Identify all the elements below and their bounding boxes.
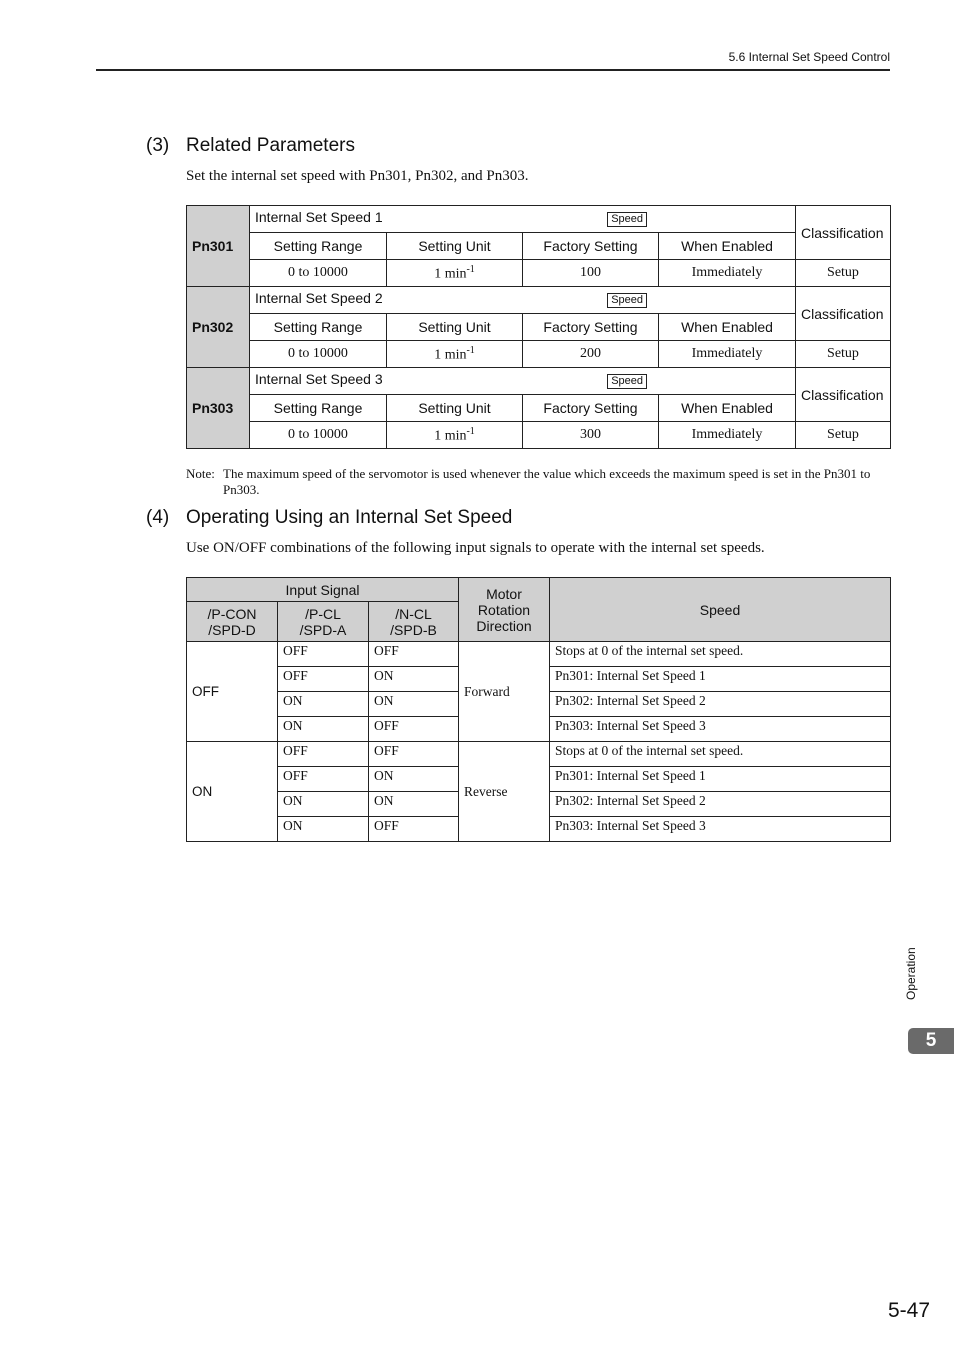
factory-setting-header: Factory Setting: [523, 314, 659, 341]
when-enabled-value: Immediately: [659, 422, 796, 449]
factory-setting-value: 300: [523, 422, 659, 449]
classification-header: Classification: [796, 206, 891, 260]
speed-value: Stops at 0 of the internal set speed.: [550, 742, 891, 767]
setting-range-value: 0 to 10000: [250, 260, 387, 287]
param-row-values: [187, 341, 891, 368]
chapter-tab: 5: [908, 1028, 954, 1054]
section-3-title: Related Parameters: [186, 135, 355, 156]
setting-unit-header: Setting Unit: [387, 395, 523, 422]
setting-range-header: Setting Range: [250, 395, 387, 422]
ncl-state: ON: [369, 767, 459, 792]
pcon-state: OFF: [187, 642, 278, 742]
param-row-title: [187, 206, 891, 233]
ncl-header: /N-CL /SPD-B: [369, 602, 459, 642]
side-chapter-label: Operation: [904, 947, 918, 1000]
factory-setting-value: 100: [523, 260, 659, 287]
setting-range-header: Setting Range: [250, 233, 387, 260]
param-id: Pn301: [187, 206, 250, 287]
input-signal-table: [186, 577, 891, 842]
when-enabled-value: Immediately: [659, 341, 796, 368]
pcl-state: ON: [278, 792, 369, 817]
when-enabled-value: Immediately: [659, 260, 796, 287]
pcl-state: ON: [278, 817, 369, 842]
speed-badge: Speed: [607, 374, 647, 389]
classification-header: Classification: [796, 368, 891, 422]
pcl-state: OFF: [278, 642, 369, 667]
param-row-headers: [187, 314, 891, 341]
parameter-table: [186, 205, 891, 449]
param-row-values: [187, 260, 891, 287]
section-3-number: (3): [146, 135, 170, 156]
param-name-cell: [250, 287, 796, 314]
section-4-title: Operating Using an Internal Set Speed: [186, 507, 513, 528]
speed-value: Pn303: Internal Set Speed 3: [550, 717, 891, 742]
note-text: The maximum speed of the servomotor is used whenever the value which exceeds the maximum speed is set in the Pn301 to Pn303.: [223, 466, 871, 497]
setting-unit-header: Setting Unit: [387, 314, 523, 341]
pcl-state: OFF: [278, 742, 369, 767]
speed-value: Pn303: Internal Set Speed 3: [550, 817, 891, 842]
ncl-state: OFF: [369, 742, 459, 767]
section-4-number: (4): [146, 507, 170, 528]
signal-row: [187, 742, 891, 767]
setting-unit-value: 1 $\min^{-1}$: [387, 341, 523, 368]
factory-setting-value: 200: [523, 341, 659, 368]
speed-value: Pn301: Internal Set Speed 1: [550, 667, 891, 692]
param-row-values: [187, 422, 891, 449]
classification-value: Setup: [796, 260, 891, 287]
param-name: Internal Set Speed 3: [255, 371, 383, 387]
speed-badge: Speed: [607, 212, 647, 227]
pcl-header: /P-CL /SPD-A: [278, 602, 369, 642]
speed-badge: Speed: [607, 293, 647, 308]
setting-unit-value: 1 $\min^{-1}$: [387, 422, 523, 449]
page-number: 5-47: [887, 1299, 930, 1322]
ncl-state: ON: [369, 792, 459, 817]
factory-setting-header: Factory Setting: [523, 233, 659, 260]
motor-direction-header: Motor Rotation Direction: [459, 578, 550, 642]
classification-header: Classification: [796, 287, 891, 341]
running-header: 5.6 Internal Set Speed Control: [728, 50, 890, 64]
ncl-state: OFF: [369, 717, 459, 742]
param-name: Internal Set Speed 1: [255, 209, 383, 225]
speed-value: Pn302: Internal Set Speed 2: [550, 692, 891, 717]
setting-range-header: Setting Range: [250, 314, 387, 341]
section-3-heading: [146, 135, 355, 157]
pcl-state: OFF: [278, 667, 369, 692]
rotation-direction: Forward: [459, 642, 550, 742]
pcl-state: ON: [278, 717, 369, 742]
signal-row: [187, 642, 891, 667]
pcon-header: /P-CON /SPD-D: [187, 602, 278, 642]
setting-range-value: 0 to 10000: [250, 422, 387, 449]
ncl-state: ON: [369, 667, 459, 692]
classification-value: Setup: [796, 341, 891, 368]
pcl-state: OFF: [278, 767, 369, 792]
input-signal-header: Input Signal: [187, 578, 459, 602]
setting-range-value: 0 to 10000: [250, 341, 387, 368]
section-3-intro: Set the internal set speed with Pn301, Pn302, and Pn303.: [186, 168, 529, 184]
section-4-intro: Use ON/OFF combinations of the following input signals to operate with the internal set speeds.: [186, 540, 765, 556]
param-name: Internal Set Speed 2: [255, 290, 383, 306]
param-name-cell: [250, 368, 796, 395]
when-enabled-header: When Enabled: [659, 395, 796, 422]
param-name-cell: [250, 206, 796, 233]
speed-value: Pn301: Internal Set Speed 1: [550, 767, 891, 792]
ncl-state: OFF: [369, 817, 459, 842]
header-rule: [96, 69, 890, 71]
setting-unit-header: Setting Unit: [387, 233, 523, 260]
note: [186, 466, 890, 498]
ncl-state: OFF: [369, 642, 459, 667]
section-4-heading: [146, 507, 512, 529]
pcon-state: ON: [187, 742, 278, 842]
when-enabled-header: When Enabled: [659, 314, 796, 341]
factory-setting-header: Factory Setting: [523, 395, 659, 422]
pcl-state: ON: [278, 692, 369, 717]
param-id: Pn303: [187, 368, 250, 449]
param-row-title: [187, 368, 891, 395]
speed-value: Pn302: Internal Set Speed 2: [550, 792, 891, 817]
param-row-headers: [187, 233, 891, 260]
speed-header: Speed: [550, 578, 891, 642]
param-row-title: [187, 287, 891, 314]
when-enabled-header: When Enabled: [659, 233, 796, 260]
speed-value: Stops at 0 of the internal set speed.: [550, 642, 891, 667]
setting-unit-value: 1 $\min^{-1}$: [387, 260, 523, 287]
classification-value: Setup: [796, 422, 891, 449]
note-label: Note:: [186, 466, 215, 481]
ncl-state: ON: [369, 692, 459, 717]
param-id: Pn302: [187, 287, 250, 368]
rotation-direction: Reverse: [459, 742, 550, 842]
param-row-headers: [187, 395, 891, 422]
